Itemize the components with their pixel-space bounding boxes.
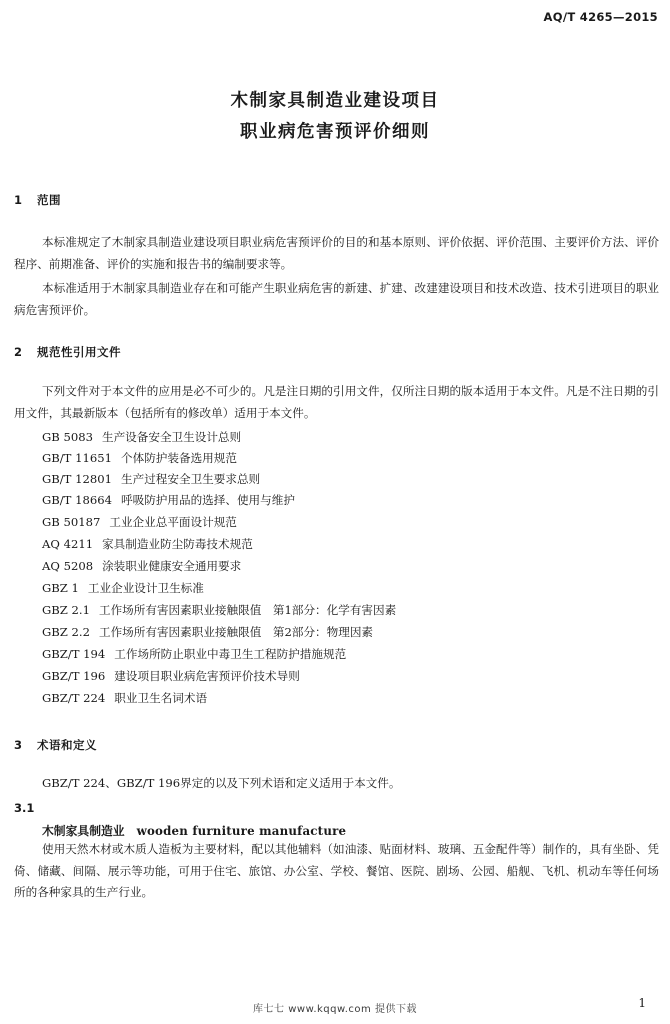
section-heading-normative-references <box>14 344 121 360</box>
reference-item <box>42 512 237 532</box>
reference-title: 生产过程安全卫生要求总则 <box>121 472 261 486</box>
reference-title: 呼吸防护用品的选择、使用与维护 <box>121 493 295 507</box>
reference-title: 涂装职业健康安全通用要求 <box>102 559 242 573</box>
reference-item <box>42 600 396 620</box>
document-title-line2: 职业病危害预评价细则 <box>240 122 430 142</box>
reference-code: GBZ/T 196 <box>42 669 106 683</box>
reference-title: 职业卫生名词术语 <box>114 691 208 705</box>
term-heading <box>42 822 346 839</box>
scope-paragraph: 本标准规定了木制家具制造业建设项目职业病危害预评价的目的和基本原则、评价依据、评价范围、主要评价方法、评价程序、前期准备、评价的实施和报告书的编制要求等。 <box>14 235 659 271</box>
reference-code: GB 50187 <box>42 515 101 529</box>
reference-item <box>42 534 253 554</box>
reference-code: AQ 5208 <box>42 559 94 573</box>
reference-title: 工业企业设计卫生标准 <box>87 581 204 595</box>
reference-title: 建设项目职业病危害预评价技术导则 <box>114 669 300 683</box>
reference-item <box>42 578 204 598</box>
term-chinese: 木制家具制造业 <box>42 824 125 838</box>
terms-intro: GBZ/T 224、GBZ/T 196界定的以及下列术语和定义适用于本文件。 <box>42 776 401 790</box>
section-title: 术语和定义 <box>37 738 97 752</box>
section-title: 范围 <box>37 193 61 207</box>
reference-code: GBZ/T 224 <box>42 691 106 705</box>
reference-code: GB/T 18664 <box>42 493 112 507</box>
reference-title: 个体防护装备选用规范 <box>121 451 237 465</box>
reference-item <box>42 448 237 468</box>
reference-item <box>42 490 295 510</box>
reference-code: GB/T 11651 <box>42 451 112 465</box>
reference-title: 家具制造业防尘防毒技术规范 <box>102 537 253 551</box>
reference-title: 工业企业总平面设计规范 <box>109 515 237 529</box>
scope-paragraph: 本标准适用于木制家具制造业存在和可能产生职业病危害的新建、扩建、改建建设项目和技术改造、技术引进项目的职业病危害预评价。 <box>14 281 659 317</box>
section-title: 规范性引用文件 <box>37 345 121 359</box>
reference-code: GBZ 2.1 <box>42 603 90 617</box>
term-definition: 使用天然木材或木质人造板为主要材料，配以其他辅料（如油漆、贴面材料、玻璃、五金配件等）制作的，具有坐卧、凭倚、储藏、间隔、展示等功能，可用于住宅、旅馆、办公室、学校、餐馆、医院、剧场、公园、船舰、飞机、机动车等任何场所的各种家具的生产行业。 <box>14 842 659 899</box>
standard-code: AQ/T 4265—2015 <box>543 10 658 24</box>
reference-title: 生产设备安全卫生设计总则 <box>101 430 242 444</box>
normative-references-intro: 下列文件对于本文件的应用是必不可少的。凡是注日期的引用文件，仅所注日期的版本适用于本文件。凡是不注日期的引用文件，其最新版本（包括所有的修改单）适用于本文件。 <box>14 384 659 420</box>
reference-item <box>42 469 260 489</box>
reference-code: GB 5083 <box>42 430 93 444</box>
reference-item <box>42 688 207 708</box>
reference-code: GBZ 1 <box>42 581 79 595</box>
section-number: 2 <box>14 345 23 359</box>
reference-code: AQ 4211 <box>42 537 94 551</box>
reference-title: 工作场所防止职业中毒卫生工程防护措施规范 <box>114 647 347 661</box>
reference-item <box>42 644 346 664</box>
page-number: 1 <box>638 996 646 1010</box>
download-watermark: 库七七 www.kqqw.com 提供下载 <box>253 1004 417 1015</box>
reference-title: 工作场所有害因素职业接触限值 第2部分：物理因素 <box>98 625 374 639</box>
reference-item <box>42 427 241 447</box>
reference-item <box>42 556 241 576</box>
term-english: wooden furniture manufacture <box>136 824 347 838</box>
section-number: 3 <box>14 738 23 752</box>
section-heading-terms <box>14 737 97 753</box>
reference-title: 工作场所有害因素职业接触限值 第1部分：化学有害因素 <box>98 603 397 617</box>
reference-code: GBZ/T 194 <box>42 647 106 661</box>
section-number: 1 <box>14 193 23 207</box>
document-title-line1: 木制家具制造业建设项目 <box>230 91 440 111</box>
reference-item <box>42 622 373 642</box>
reference-code: GBZ 2.2 <box>42 625 90 639</box>
term-number: 3.1 <box>14 801 35 815</box>
reference-item <box>42 666 300 686</box>
reference-code: GB/T 12801 <box>42 472 112 486</box>
section-heading-scope <box>14 192 61 208</box>
